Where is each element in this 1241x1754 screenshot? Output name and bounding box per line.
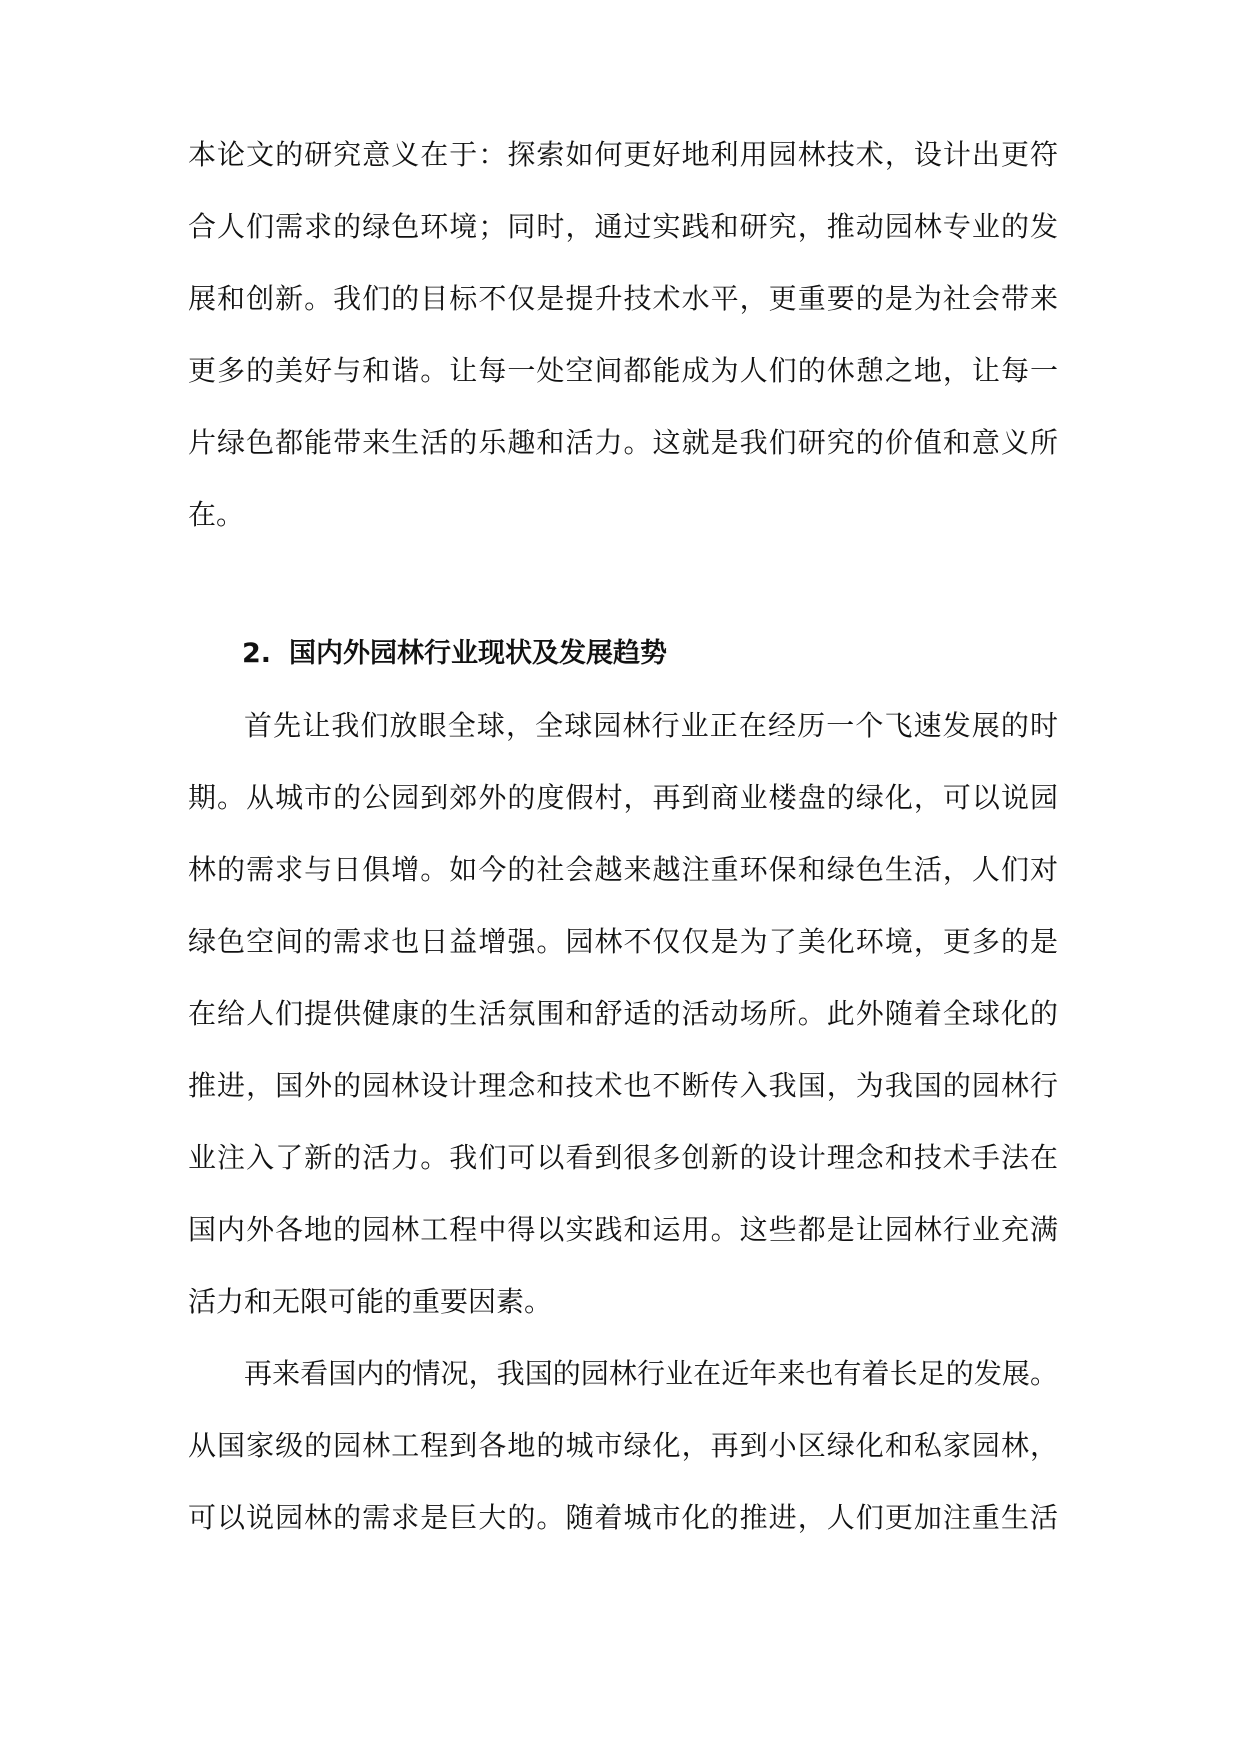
text-line: 本论文的研究意义在于：探索如何更好地利用园林技术，设计出更符 bbox=[188, 138, 1058, 171]
text-line: 在。 bbox=[188, 498, 245, 531]
text-line: 从国家级的园林工程到各地的城市绿化，再到小区绿化和私家园林， bbox=[188, 1429, 1058, 1462]
text-line: 首先让我们放眼全球，全球园林行业正在经历一个飞速发展的时 bbox=[244, 709, 1058, 742]
text-line: 在给人们提供健康的生活氛围和舒适的活动场所。此外随着全球化的 bbox=[188, 997, 1058, 1030]
section-heading bbox=[242, 636, 667, 672]
text-line: 可以说园林的需求是巨大的。随着城市化的推进，人们更加注重生活 bbox=[188, 1501, 1058, 1534]
text-line: 合人们需求的绿色环境；同时，通过实践和研究，推动园林专业的发 bbox=[188, 210, 1058, 243]
text-line: 期。从城市的公园到郊外的度假村，再到商业楼盘的绿化，可以说园 bbox=[188, 781, 1058, 814]
text-line: 片绿色都能带来生活的乐趣和活力。这就是我们研究的价值和意义所 bbox=[188, 426, 1058, 459]
text-line: 展和创新。我们的目标不仅是提升技术水平，更重要的是为社会带来 bbox=[188, 282, 1058, 315]
text-line: 推进，国外的园林设计理念和技术也不断传入我国，为我国的园林行 bbox=[188, 1069, 1058, 1102]
text-line: 活力和无限可能的重要因素。 bbox=[188, 1285, 553, 1318]
text-line: 林的需求与日俱增。如今的社会越来越注重环保和绿色生活，人们对 bbox=[188, 853, 1058, 886]
text-line: 业注入了新的活力。我们可以看到很多创新的设计理念和技术手法在 bbox=[188, 1141, 1058, 1174]
text-line: 更多的美好与和谐。让每一处空间都能成为人们的休憩之地，让每一 bbox=[188, 354, 1058, 387]
text-line: 再来看国内的情况，我国的园林行业在近年来也有着长足的发展。 bbox=[244, 1357, 1058, 1390]
text-line: 绿色空间的需求也日益增强。园林不仅仅是为了美化环境，更多的是 bbox=[188, 925, 1058, 958]
section-title: 国内外园林行业现状及发展趋势 bbox=[289, 638, 668, 669]
text-line: 国内外各地的园林工程中得以实践和运用。这些都是让园林行业充满 bbox=[188, 1213, 1058, 1246]
section-number: 2. bbox=[242, 638, 272, 669]
